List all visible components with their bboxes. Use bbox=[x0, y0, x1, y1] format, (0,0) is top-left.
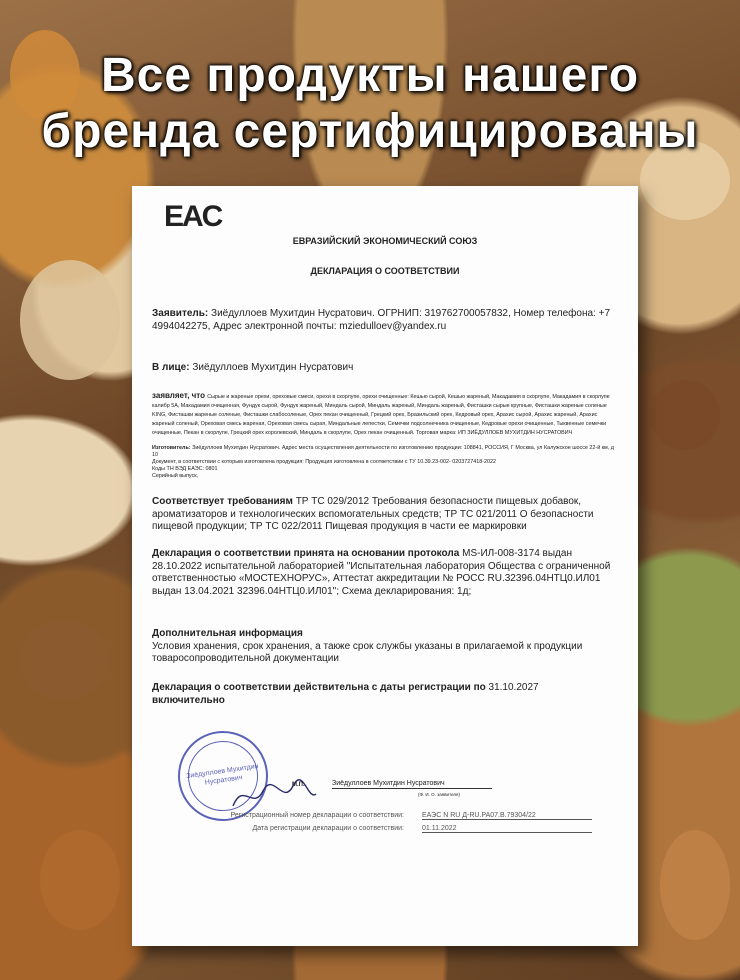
person-text: Зиёдуллоев Мухитдин Нусратович bbox=[192, 362, 354, 373]
manufacturer-section bbox=[152, 445, 614, 480]
series-text: Серийный выпуск, bbox=[152, 473, 199, 479]
valid-suffix: включительно bbox=[152, 694, 225, 706]
complies-label: Соответствует требованиям bbox=[152, 496, 293, 507]
valid-label: Декларация о соответствии действительна с даты регистрации по bbox=[152, 682, 486, 693]
manufacturer-text: Зиёдуллоев Мухитдин Нусратович. Адрес места осуществления деятельности по изготовлению продукции: 108841, РОССИЯ, Г Москва, ул Калужское шоссе 22-й км, д 10 bbox=[152, 445, 614, 458]
basis-label: Декларация о соответствии принята на основании протокола bbox=[152, 548, 460, 559]
signer-note: (Ф. И. О. заявителя) bbox=[418, 792, 460, 797]
nut-decoration bbox=[660, 830, 730, 940]
nut-decoration bbox=[40, 830, 120, 930]
signer-name: Зиёдуллоев Мухитдин Нусратович bbox=[332, 780, 492, 789]
headline-line-1: Все продукты нашего bbox=[100, 49, 640, 102]
applicant-label: Заявитель: bbox=[152, 308, 209, 319]
headline bbox=[0, 48, 740, 160]
applicant-section bbox=[152, 308, 614, 333]
declares-section bbox=[152, 392, 614, 437]
certificate-sheet bbox=[132, 186, 638, 946]
reg-number: ЕАЭС N RU Д-RU.РА07.В.79304/22 bbox=[422, 812, 592, 820]
mp-label: М.П. bbox=[292, 782, 305, 788]
additional-label: Дополнительная информация bbox=[152, 628, 303, 639]
validity-section bbox=[152, 682, 614, 707]
reg-date-label: Дата регистрации декларации о соответствии: bbox=[252, 825, 404, 832]
reg-date: 01.11.2022 bbox=[422, 825, 592, 833]
union-heading: ЕВРАЗИЙСКИЙ ЭКОНОМИЧЕСКИЙ СОЮЗ bbox=[292, 236, 478, 246]
document-text: Документ, в соответствии с которым изготовлена продукция: Продукция изготовлена в соответствии с ТУ 10.39.23-002- 0203727418-2022 bbox=[152, 459, 497, 465]
person-section bbox=[152, 362, 614, 375]
person-label: В лице: bbox=[152, 362, 190, 373]
codes-text: Коды ТН ВЭД ЕАЭС: 0801 bbox=[152, 466, 218, 472]
nut-decoration bbox=[650, 380, 720, 450]
headline-line-2: бренда сертифицированы bbox=[41, 105, 699, 158]
additional-section bbox=[152, 628, 614, 666]
declaration-title: ДЕКЛАРАЦИЯ О СООТВЕТСТВИИ bbox=[310, 266, 460, 276]
nut-decoration bbox=[20, 260, 120, 380]
reg-number-label: Регистрационный номер декларации о соответствии: bbox=[230, 812, 404, 819]
valid-date: 31.10.2027 bbox=[488, 682, 539, 693]
basis-text: MS-ИЛ-008-3174 выдан 28.10.2022 испытательной лабораторией "Испытательная лаборатория Общества с ограниченной ответственностью «МОСТЕХНОРУС», Аттестат аккредитации № РОСС RU.32396.04НТЦ0.ИЛ01 выдан 13.04.2021 32396.04НТЦ0.ИЛ01"; Схема декларирования: 1д; bbox=[152, 548, 611, 597]
eac-mark: EAC bbox=[164, 200, 222, 233]
basis-section bbox=[152, 548, 614, 598]
applicant-text: Зиёдуллоев Мухитдин Нусратович. ОГРНИП: 319762700057832, Номер телефона: +7 4994042275, Адрес электронной почты: mziedulloev@yandex.ru bbox=[152, 308, 611, 332]
complies-section bbox=[152, 496, 614, 534]
nut-decoration bbox=[20, 620, 110, 700]
declares-label: заявляет, что bbox=[152, 391, 205, 400]
manufacturer-label: Изготовитель: bbox=[152, 445, 191, 451]
complies-text: ТР ТС 029/2012 Требования безопасности пищевых добавок, ароматизаторов и технологических вспомогательных средств; ТР ТС 021/2011 О безопасности пищевой продукции; ТР ТС 022/2011 Пищевая продукция в части ее маркировки bbox=[152, 496, 594, 532]
stamp-text: Зиёдуллоев Мухитдин Нусратович bbox=[185, 763, 259, 787]
declares-text: Сырые и жареные орехи, ореховые смеси, орехи в скорлупе, орехи очищенные: Кешью сырой, Кешью жареный, Макадамия в скорлупе, Макадамия в скорлупе калибр 5А, Макадамия очищенная, Фундук сырой, Фундук жареный, Миндаль сырой, Миндаль жареный, Миндаль жареный, Фисташки сырые крупные, Фисташки жареные соленые KING, Фисташки жареные соленые, Фисташки слабосоленые, Орех пекан очищенный, Грецкий орех, Бразильский орех, Кедровый орех, Арахис сырой, Арахис жареный, Арахис жареный соленый, Ореховая смесь жареная, Ореховая смесь сырая, Миндальные лепестки, Семечки подсолнечника очищенные, Кедровые орехи очищенные, Тыквенные семечки очищенные, Пекан в скорлупе, Грецкий орех королевский, Миндаль в скорлупе, Орех пекан очищенный. Торговая марка: ИП ЗИЁДУЛЛОЕВ МУХИТДИН НУСРАТОВИЧ bbox=[152, 394, 610, 436]
additional-text: Условия хранения, срок хранения, а также срок службы указаны в прилагаемой к продукции товаросопроводительной документации bbox=[152, 640, 583, 664]
